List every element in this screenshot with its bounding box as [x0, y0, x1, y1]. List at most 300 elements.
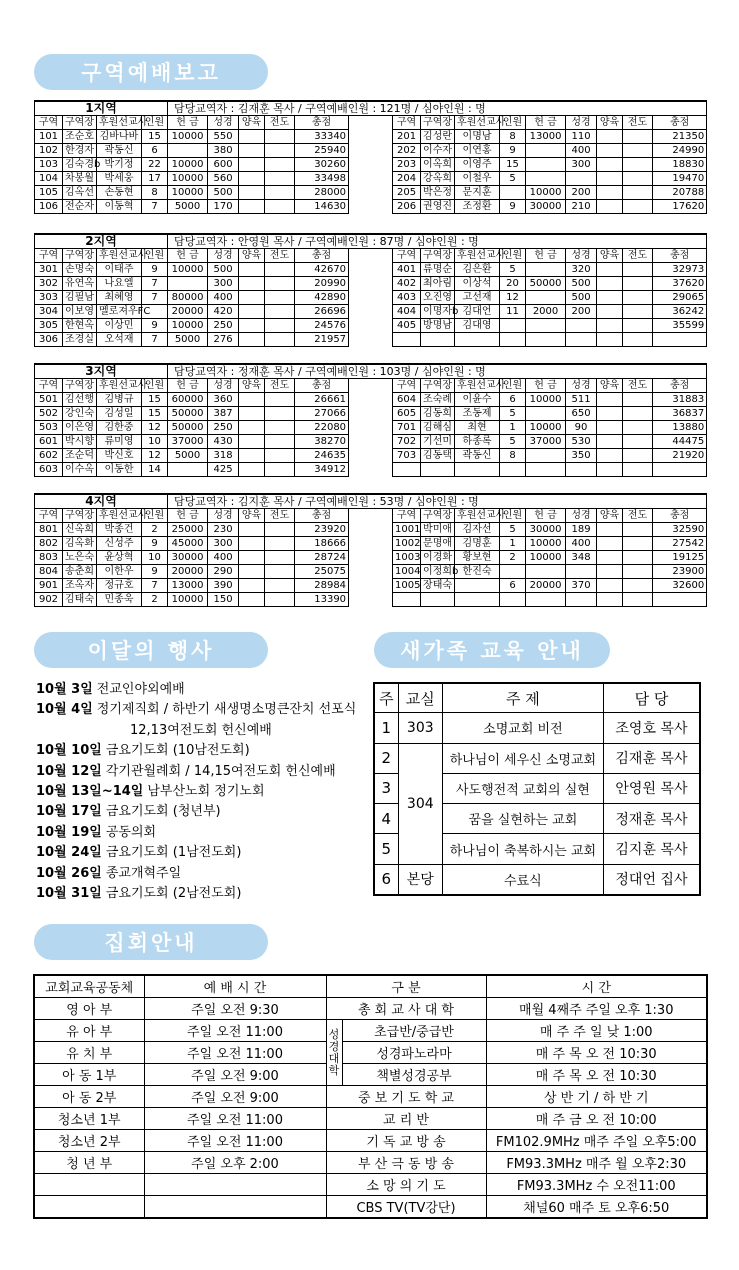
table-cell [265, 158, 295, 172]
table-cell: 150 [208, 593, 239, 607]
column-header: 전도 [265, 379, 295, 393]
table-cell: 이동한 [97, 463, 142, 477]
table-cell: 7 [142, 579, 168, 593]
table-cell [597, 393, 623, 407]
table-cell: 1 [500, 421, 526, 435]
table-cell [265, 407, 295, 421]
table-cell: 703 [393, 449, 421, 463]
column-header: 전도 [265, 116, 295, 130]
table-cell [265, 291, 295, 305]
table-cell: 300 [566, 158, 597, 172]
meet-row [34, 1152, 707, 1174]
meet-time [144, 1196, 326, 1219]
table-cell: 8 [142, 186, 168, 200]
table-cell [597, 333, 623, 347]
table-gap [349, 537, 393, 551]
edu-column-header: 담 당 [603, 683, 700, 713]
table-cell: 560 [208, 172, 239, 186]
table-cell: 이연홍 [455, 144, 500, 158]
event-date: 10월 24일 [36, 845, 102, 861]
table-row [35, 186, 707, 200]
table-cell [623, 551, 653, 565]
event-text: 금요기도회 (1남전도회) [105, 845, 242, 861]
table-cell: 황보현 [455, 551, 500, 565]
table-cell: 1001 [393, 523, 421, 537]
table-cell: 1003 [393, 551, 421, 565]
table-gap [349, 449, 393, 463]
table-cell [623, 579, 653, 593]
event-date: 10월 3일 [36, 682, 93, 697]
table-cell: 26661 [295, 393, 349, 407]
meet-schedule: 매 주 목 오 전 10:30 [486, 1042, 707, 1064]
table-row [35, 263, 707, 277]
meet-time: 주일 오전 11:00 [144, 1020, 326, 1042]
new-family-table [373, 682, 701, 896]
table-cell: 이한우 [97, 565, 142, 579]
column-header: 후원선교사 [455, 249, 500, 263]
table-cell: 250 [208, 421, 239, 435]
table-cell: 조숙례 [421, 393, 455, 407]
column-header: 양육 [597, 509, 623, 523]
table-cell: 511 [566, 393, 597, 407]
table-cell [239, 200, 265, 214]
table-cell [623, 435, 653, 449]
table-cell [597, 463, 623, 477]
table-cell: 9 [500, 144, 526, 158]
table-cell: 370 [566, 579, 597, 593]
table-cell: 김숙경b [63, 158, 97, 172]
table-cell: 32973 [653, 263, 707, 277]
meet-row [34, 1064, 707, 1086]
table-gap [349, 263, 393, 277]
table-cell: 강인숙 [63, 407, 97, 421]
table-cell: 6 [500, 579, 526, 593]
table-cell [623, 565, 653, 579]
table-cell: 380 [208, 144, 239, 158]
table-cell: 류명순 [421, 263, 455, 277]
table-row [35, 144, 707, 158]
table-cell: 박세웅 [97, 172, 142, 186]
table-cell: 8 [500, 130, 526, 144]
table-cell: 14630 [295, 200, 349, 214]
table-cell [566, 172, 597, 186]
table-cell: 33498 [295, 172, 349, 186]
table-cell: 20000 [168, 305, 208, 319]
table-cell: 36242 [653, 305, 707, 319]
meet-column-header: 예 배 시 간 [144, 975, 326, 998]
event-date: 10월 26일 [36, 865, 102, 881]
table-cell: 276 [208, 333, 239, 347]
table-row [35, 565, 707, 579]
column-header: 구역 [393, 249, 421, 263]
table-cell: 502 [35, 407, 63, 421]
meet-category: 소 망 의 기 도 [326, 1174, 486, 1196]
table-cell [239, 565, 265, 579]
column-header: 후원선교사 [455, 116, 500, 130]
table-cell [526, 449, 566, 463]
column-header: 헌 금 [526, 249, 566, 263]
table-cell: 302 [35, 277, 63, 291]
column-header: 헌 금 [526, 509, 566, 523]
table-cell: 10000 [168, 158, 208, 172]
table-cell: 304 [35, 305, 63, 319]
meet-schedule: FM102.9MHz 매주 주일 오후5:00 [486, 1130, 707, 1152]
table-cell: 이철우 [455, 172, 500, 186]
edu-topic: 수료식 [442, 864, 603, 895]
table-cell [597, 130, 623, 144]
table-row [35, 277, 707, 291]
column-header: 양육 [239, 379, 265, 393]
table-cell: 360 [208, 393, 239, 407]
table-cell: 한현옥 [63, 319, 97, 333]
column-header: 총점 [295, 379, 349, 393]
table-cell: 10000 [526, 186, 566, 200]
edu-room: 본당 [398, 864, 442, 895]
table-cell: 8 [500, 449, 526, 463]
table-cell: 23920 [295, 523, 349, 537]
table-cell: 30000 [526, 523, 566, 537]
table-cell: 5 [500, 435, 526, 449]
edu-leader: 안영원 목사 [603, 773, 700, 803]
table-cell [239, 172, 265, 186]
table-cell: 400 [566, 537, 597, 551]
district-2-table [34, 233, 707, 347]
table-cell: 이상석 [455, 277, 500, 291]
table-cell: 5 [500, 172, 526, 186]
meet-row [34, 1042, 707, 1064]
table-cell [265, 435, 295, 449]
table-cell: 19470 [653, 172, 707, 186]
table-cell [566, 319, 597, 333]
table-row [35, 333, 707, 347]
table-cell [623, 305, 653, 319]
table-cell: 기선미 [421, 435, 455, 449]
column-header: 성경 [208, 249, 239, 263]
table-cell: 최혜영 [97, 291, 142, 305]
table-cell [623, 186, 653, 200]
table-cell: 250 [208, 319, 239, 333]
table-cell: 김선행 [63, 393, 97, 407]
table-cell: 5 [500, 523, 526, 537]
table-cell: 30000 [526, 200, 566, 214]
table-cell: 650 [566, 407, 597, 421]
district-info: 담당교역자 : 김지훈 목사 / 구역예배인원 : 53명 / 심야인원 : 명 [168, 494, 707, 509]
table-cell: 김대영 [455, 319, 500, 333]
table-cell: 김필남 [63, 291, 97, 305]
table-cell: 206 [393, 200, 421, 214]
table-cell: 403 [393, 291, 421, 305]
table-cell: 이보영 [63, 305, 97, 319]
column-header: 구역장 [421, 379, 455, 393]
column-header: 구역 [35, 509, 63, 523]
table-cell: 김옥선 [63, 186, 97, 200]
meet-dept: 청소년 1부 [34, 1108, 144, 1130]
column-header: 후원선교사 [455, 379, 500, 393]
table-cell: 530 [566, 435, 597, 449]
column-header: 전도 [623, 379, 653, 393]
table-cell [597, 551, 623, 565]
table-cell [623, 421, 653, 435]
district-info: 담당교역자 : 김재훈 목사 / 구역예배인원 : 121명 / 심야인원 : 명 [168, 101, 707, 116]
event-text: 각기관월례회 / 14,15여전도회 헌신예배 [105, 763, 336, 779]
column-header: 인원 [142, 509, 168, 523]
column-header: 전도 [623, 249, 653, 263]
table-cell: 이동혁 [97, 200, 142, 214]
table-cell: 노은숙 [63, 551, 97, 565]
event-item [36, 823, 356, 843]
meet-category: 성경파노라마 [342, 1042, 486, 1064]
meet-dept: 영 아 부 [34, 998, 144, 1020]
table-cell [239, 579, 265, 593]
table-cell [239, 537, 265, 551]
table-cell [265, 305, 295, 319]
table-cell: 7 [142, 333, 168, 347]
event-text: 공동의회 [105, 824, 157, 840]
table-cell: 최아림 [421, 277, 455, 291]
column-header: 총점 [295, 249, 349, 263]
table-cell [239, 319, 265, 333]
event-item [36, 680, 356, 700]
table-cell: 강옥희 [421, 172, 455, 186]
table-cell: 5 [500, 407, 526, 421]
table-cell: 19125 [653, 551, 707, 565]
meet-schedule: FM93.3MHz 수 오전11:00 [486, 1174, 707, 1196]
event-text: 종교개혁주일 [105, 865, 182, 881]
table-gap [349, 565, 393, 579]
table-cell: 김동희 [421, 407, 455, 421]
meet-time [144, 1174, 326, 1196]
table-cell: 15 [142, 407, 168, 421]
column-header: 총점 [295, 509, 349, 523]
table-cell: 604 [393, 393, 421, 407]
table-cell [623, 523, 653, 537]
table-cell: 30260 [295, 158, 349, 172]
district-header-row [35, 234, 707, 249]
table-cell: 804 [35, 565, 63, 579]
table-gap [349, 523, 393, 537]
column-header: 구역 [35, 116, 63, 130]
table-cell [597, 407, 623, 421]
table-cell [526, 144, 566, 158]
table-cell: 60000 [168, 393, 208, 407]
meetings-title: 집회안내 [34, 924, 268, 960]
table-cell: 5000 [168, 333, 208, 347]
column-header: 전도 [623, 116, 653, 130]
table-cell [455, 579, 500, 593]
table-cell [239, 463, 265, 477]
table-cell [623, 393, 653, 407]
meet-category: 초급반/중급반 [342, 1020, 486, 1042]
column-header: 인원 [500, 249, 526, 263]
table-cell [265, 523, 295, 537]
new-family-title: 새가족 교육 안내 [374, 632, 610, 668]
column-header: 구역장 [63, 116, 97, 130]
table-cell [597, 305, 623, 319]
meet-category: 책별성경공부 [342, 1064, 486, 1086]
table-cell: 20000 [168, 565, 208, 579]
table-cell: 603 [35, 463, 63, 477]
table-cell: 13000 [168, 579, 208, 593]
column-header: 전도 [265, 249, 295, 263]
table-cell: 김성란 [421, 130, 455, 144]
column-header: 인원 [142, 116, 168, 130]
table-cell: 105 [35, 186, 63, 200]
table-cell: 이수자 [421, 144, 455, 158]
column-header: 총점 [653, 116, 707, 130]
event-date: 10월 19일 [36, 824, 102, 840]
table-cell: 최현 [455, 421, 500, 435]
column-header-row [35, 249, 707, 263]
table-row [35, 537, 707, 551]
column-header: 구역 [393, 116, 421, 130]
table-cell [239, 421, 265, 435]
table-cell [597, 172, 623, 186]
table-cell: 윤상혁 [97, 551, 142, 565]
table-cell [526, 593, 566, 607]
table-cell: 210 [566, 200, 597, 214]
table-cell: 이상민 [97, 319, 142, 333]
column-header: 구역 [35, 249, 63, 263]
column-header: 인원 [142, 379, 168, 393]
table-cell: 1004 [393, 565, 421, 579]
table-gap [349, 130, 393, 144]
table-cell: 550 [208, 130, 239, 144]
table-gap [349, 593, 393, 607]
table-cell [526, 333, 566, 347]
table-cell [623, 130, 653, 144]
edu-leader: 김지훈 목사 [603, 834, 700, 864]
table-cell: 송춘희 [63, 565, 97, 579]
table-cell [421, 593, 455, 607]
column-header: 헌 금 [526, 116, 566, 130]
table-cell: 12 [142, 449, 168, 463]
table-cell: 205 [393, 186, 421, 200]
table-gap [349, 579, 393, 593]
table-cell: 202 [393, 144, 421, 158]
table-cell: 24990 [653, 144, 707, 158]
table-cell: 20788 [653, 186, 707, 200]
events-title: 이달의 행사 [34, 632, 268, 668]
table-cell: 권영진 [421, 200, 455, 214]
table-cell: 10000 [168, 263, 208, 277]
table-cell: 101 [35, 130, 63, 144]
table-cell: 9 [142, 319, 168, 333]
meet-category: 총 회 교 사 대 학 [326, 998, 486, 1020]
table-cell [500, 333, 526, 347]
district-name: 4지역 [35, 494, 168, 509]
table-cell: 조순호 [63, 130, 97, 144]
event-date: 10월 4일 [36, 702, 93, 718]
table-cell: 10 [142, 551, 168, 565]
table-cell: 10000 [168, 593, 208, 607]
table-cell [566, 565, 597, 579]
table-gap [349, 305, 393, 319]
meet-header-row [34, 975, 707, 998]
table-cell: 한경자 [63, 144, 97, 158]
table-cell [239, 305, 265, 319]
column-header: 후원선교사 [97, 116, 142, 130]
table-cell: 902 [35, 593, 63, 607]
table-cell [265, 463, 295, 477]
table-cell [265, 579, 295, 593]
table-cell: 103 [35, 158, 63, 172]
table-cell: 80000 [168, 291, 208, 305]
column-header: 구역장 [421, 509, 455, 523]
table-gap [349, 249, 393, 263]
meet-category: 교 리 반 [326, 1108, 486, 1130]
district-4-table [34, 493, 707, 607]
event-text: 금요기도회 (10남전도회) [105, 743, 250, 759]
table-cell: 24576 [295, 319, 349, 333]
table-cell: 24635 [295, 449, 349, 463]
table-cell [393, 333, 421, 347]
table-cell: 170 [208, 200, 239, 214]
table-gap [349, 379, 393, 393]
table-cell [393, 463, 421, 477]
table-cell: 김자선 [455, 523, 500, 537]
edu-column-header: 주 [374, 683, 398, 713]
table-cell [597, 421, 623, 435]
table-cell: 801 [35, 523, 63, 537]
column-header: 구역 [35, 379, 63, 393]
table-cell [653, 593, 707, 607]
table-cell: 이영주 [455, 158, 500, 172]
column-header: 헌 금 [168, 509, 208, 523]
table-gap [349, 435, 393, 449]
table-gap [349, 116, 393, 130]
table-cell [500, 593, 526, 607]
table-row [35, 172, 707, 186]
table-cell: 605 [393, 407, 421, 421]
table-cell [265, 565, 295, 579]
table-cell [265, 200, 295, 214]
district-name: 2지역 [35, 234, 168, 249]
event-item [36, 802, 356, 822]
table-cell: 2 [142, 523, 168, 537]
table-cell: 400 [208, 291, 239, 305]
table-cell [500, 186, 526, 200]
table-cell: 500 [566, 277, 597, 291]
table-cell [265, 144, 295, 158]
edu-leader: 정대언 집사 [603, 864, 700, 895]
table-cell: 10000 [168, 130, 208, 144]
event-item [36, 884, 356, 904]
meet-dept: 유 치 부 [34, 1042, 144, 1064]
table-cell [239, 449, 265, 463]
column-header: 구역 [393, 509, 421, 523]
column-header-row [35, 509, 707, 523]
column-header: 양육 [597, 379, 623, 393]
table-cell: 김옥화 [63, 537, 97, 551]
table-row [35, 421, 707, 435]
edu-column-header: 주 제 [442, 683, 603, 713]
edu-week: 3 [374, 773, 398, 803]
table-gap [349, 200, 393, 214]
table-cell: 이경화 [421, 551, 455, 565]
meet-row [34, 998, 707, 1020]
meet-row [34, 1108, 707, 1130]
meetings-table [33, 974, 708, 1219]
event-text: 정기제직회 / 하반기 새생명소명큰잔치 선포식 [96, 702, 357, 718]
events-list [36, 680, 356, 904]
table-cell: 402 [393, 277, 421, 291]
table-cell: 13390 [295, 593, 349, 607]
table-cell: 28984 [295, 579, 349, 593]
table-gap [349, 186, 393, 200]
table-cell: 전순자 [63, 200, 97, 214]
table-cell: 6 [500, 393, 526, 407]
table-cell [526, 319, 566, 333]
